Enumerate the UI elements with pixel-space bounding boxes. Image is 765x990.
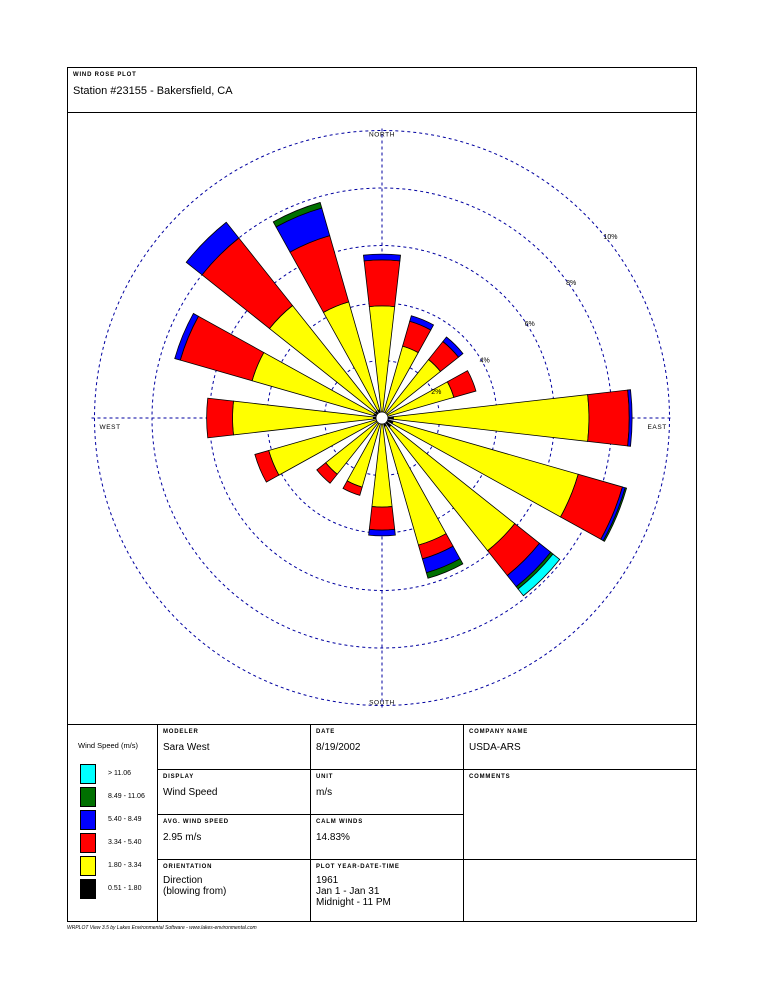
ring-label: 10% [603, 234, 618, 242]
row-divider-2 [157, 814, 463, 815]
legend-label: 0.51 - 1.80 [108, 885, 142, 892]
ring-label: 8% [566, 279, 577, 287]
petal-90-class-2 [588, 390, 630, 446]
row-divider-1 [157, 769, 697, 770]
south-label: SOUTH [369, 699, 395, 707]
legend-swatch [80, 787, 96, 807]
plot-type-label: WIND ROSE PLOT [73, 72, 137, 78]
legend-divider [157, 724, 158, 922]
orientation-value-2: (blowing from) [163, 886, 227, 897]
orientation-value-1: Direction [163, 875, 203, 886]
ring-label: 2% [431, 388, 442, 396]
petal-180-class-3 [369, 529, 396, 535]
east-label: EAST [647, 424, 667, 431]
legend-title: Wind Speed (m/s) [78, 741, 139, 750]
legend-label: 1.80 - 3.34 [108, 862, 142, 869]
legend-label: > 11.06 [108, 770, 132, 777]
plot-time-label: PLOT YEAR-DATE-TIME [316, 864, 400, 870]
calm-winds-label: CALM WINDS [316, 819, 363, 825]
col-divider-2 [463, 724, 464, 922]
legend-label: 3.34 - 5.40 [108, 839, 142, 846]
west-label: WEST [99, 424, 121, 431]
legend-swatch [80, 810, 96, 830]
station-title: Station #23155 - Bakersfield, CA [73, 85, 233, 97]
software-credit: WRPLOT View 3.5 by Lakes Environmental Software - www.lakes-environmental.com [67, 925, 257, 931]
legend-label: 5.40 - 8.49 [108, 816, 142, 823]
company-label: COMPANY NAME [469, 729, 529, 735]
modeler-label: MODELER [163, 729, 199, 735]
plot-year: 1961 [316, 875, 339, 886]
avg-speed-label: AVG. WIND SPEED [163, 819, 229, 825]
calm-circle [376, 412, 388, 424]
avg-speed-value: 2.95 m/s [163, 832, 202, 843]
unit-label: UNIT [316, 774, 334, 780]
legend-swatch [80, 879, 96, 899]
modeler-value: Sara West [163, 742, 210, 753]
legend-swatch [80, 856, 96, 876]
row-divider-3 [157, 859, 697, 860]
legend-label: 8.49 - 11.06 [108, 793, 145, 800]
date-label: DATE [316, 729, 336, 735]
legend-swatch [80, 764, 96, 784]
company-value: USDA-ARS [469, 742, 521, 753]
ring-label: 6% [524, 321, 535, 329]
comments-label: COMMENTS [469, 774, 511, 780]
petal-0-class-3 [363, 254, 400, 261]
petal-0-class-2 [364, 260, 400, 307]
legend-swatch [80, 833, 96, 853]
display-value: Wind Speed [163, 787, 218, 798]
north-label: NORTH [369, 131, 395, 139]
date-value: 8/19/2002 [316, 742, 361, 753]
col-divider-1 [310, 724, 311, 922]
petal-270-class-2 [207, 398, 234, 438]
orientation-label: ORIENTATION [163, 864, 213, 870]
unit-value: m/s [316, 787, 333, 798]
info-top-divider [67, 724, 697, 725]
petal-180-class-2 [369, 507, 394, 531]
ring-label: 4% [479, 357, 490, 365]
plot-hours: Midnight - 11 PM [316, 897, 391, 908]
plot-dates: Jan 1 - Jan 31 [316, 886, 380, 897]
display-label: DISPLAY [163, 774, 195, 780]
calm-winds-value: 14.83% [316, 832, 350, 843]
